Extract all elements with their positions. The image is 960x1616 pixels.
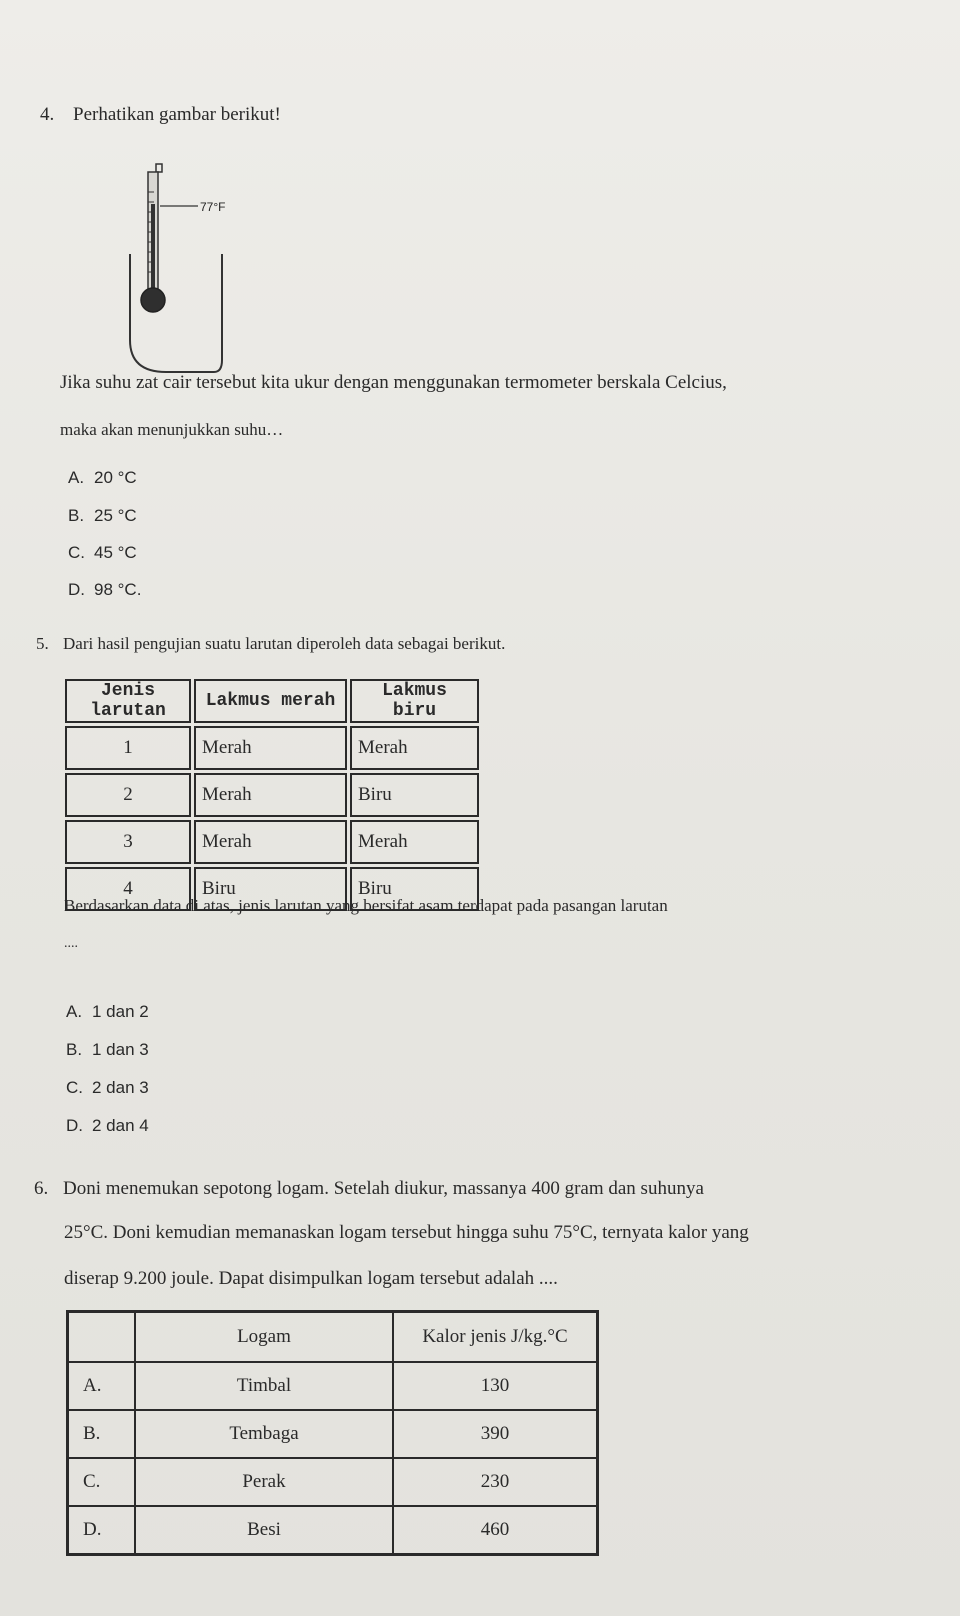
q4-text-line1: Jika suhu zat cair tersebut kita ukur dengan menggunakan termometer berskala Celcius, (60, 372, 727, 393)
q6-metal-table (66, 1310, 599, 1556)
table-row: 1 Merah Merah (65, 726, 479, 770)
q5-header-lakmus-merah: Lakmus merah (194, 679, 347, 723)
q5-option-c[interactable]: C. 2 dan 3 (66, 1078, 149, 1097)
table-row: 4 Biru Biru (65, 867, 479, 911)
q6-table-header-row (68, 1312, 597, 1362)
table-row: 2 Merah Biru (65, 773, 479, 817)
q6-text-line1: Doni menemukan sepotong logam. Setelah diukur, massanya 400 gram dan suhunya (63, 1178, 704, 1199)
q4-option-a[interactable]: A. 20 °C (68, 468, 137, 487)
q4-option-c[interactable]: C. 45 °C (68, 543, 137, 562)
q4-option-d[interactable]: D. 98 °C. (68, 580, 142, 599)
q5-number: 5. (36, 634, 49, 653)
q5-table-header-row (65, 679, 479, 723)
q6-line1 (34, 1178, 704, 1201)
q6-header-logam: Logam (135, 1312, 393, 1362)
q5-header-jenis: Jenis larutan (65, 679, 191, 723)
q5-text-line1: Berdasarkan data di atas, jenis larutan yang bersifat asam terdapat pada pasangan larutan (64, 896, 668, 915)
q4-number: 4. (40, 104, 55, 125)
q4-option-b[interactable]: B. 25 °C (68, 506, 137, 525)
q5-header-lakmus-biru: Lakmus biru (350, 679, 479, 723)
q6-header-kalor-jenis: Kalor jenis J/kg.°C (393, 1312, 597, 1362)
q6-text-line2: 25°C. Doni kemudian memanaskan logam tersebut hingga suhu 75°C, ternyata kalor yang (64, 1222, 749, 1243)
table-row: 3 Merah Merah (65, 820, 479, 864)
q4-prompt: Perhatikan gambar berikut! (73, 104, 281, 125)
q5-prompt: Dari hasil pengujian suatu larutan diperoleh data sebagai berikut. (63, 634, 506, 653)
q5-data-table (62, 676, 482, 914)
q5-text-line2: .... (64, 936, 78, 951)
q6-text-line3: diserap 9.200 joule. Dapat disimpulkan logam tersebut adalah .... (64, 1268, 558, 1289)
table-row[interactable]: C. Perak 230 (68, 1458, 597, 1506)
q6-number: 6. (34, 1178, 49, 1199)
q5-option-b[interactable]: B. 1 dan 3 (66, 1040, 149, 1059)
q5-heading (36, 634, 505, 654)
table-row[interactable]: A. Timbal 130 (68, 1362, 597, 1410)
q5-option-d[interactable]: D. 2 dan 4 (66, 1116, 149, 1135)
q4-heading (40, 104, 281, 127)
table-row[interactable]: B. Tembaga 390 (68, 1410, 597, 1458)
table-row[interactable]: D. Besi 460 (68, 1506, 597, 1554)
q5-option-a[interactable]: A. 1 dan 2 (66, 1002, 149, 1021)
q4-text-line2: maka akan menunjukkan suhu… (60, 420, 284, 439)
thermometer-label: 77°F (200, 200, 226, 214)
thermometer-beaker-figure (110, 150, 260, 380)
